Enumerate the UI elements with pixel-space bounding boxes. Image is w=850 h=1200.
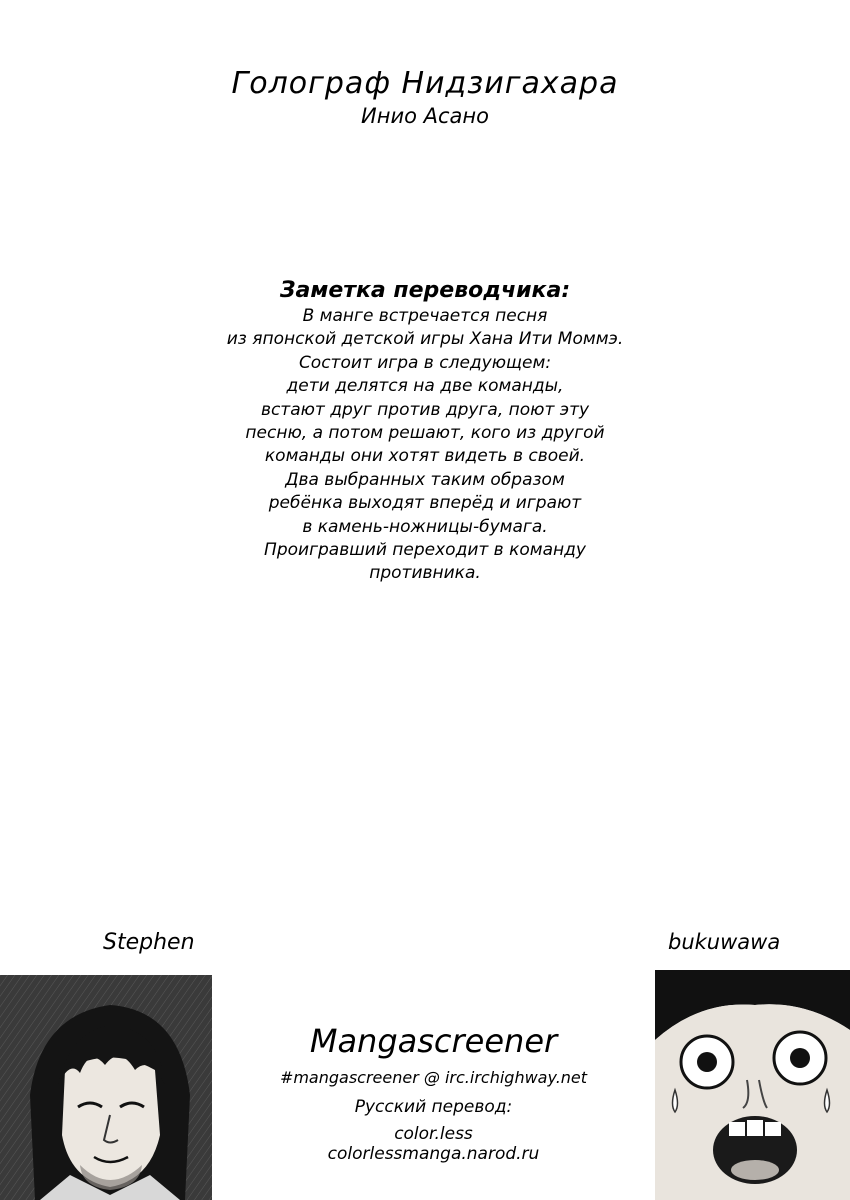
- scanlation-group-name: Mangascreener: [309, 1022, 558, 1060]
- translator-note-line: Состоит игра в следующем:: [298, 352, 552, 373]
- translator-note-line: из японской детской игры Хана Ити Моммэ.: [226, 329, 624, 350]
- translation-site: colorlessmanga.narod.ru: [327, 1144, 540, 1164]
- credit-name-stephen: Stephen: [103, 930, 195, 955]
- manga-author: Инио Асано: [361, 104, 489, 128]
- credit-name-bukuwawa: bukuwawa: [668, 930, 781, 954]
- translation-team: color.less: [394, 1124, 473, 1144]
- translator-note-line: встают друг против друга, поют эту: [260, 399, 590, 420]
- translator-note-line: команды они хотят видеть в своей.: [264, 446, 586, 467]
- translation-label: Русский перевод:: [354, 1097, 513, 1117]
- translator-note-line: В манге встречается песня: [302, 306, 548, 326]
- translator-note: [0, 278, 850, 586]
- bukuwawa-portrait: [655, 970, 850, 1200]
- translator-note-line: ребёнка выходят вперёд и играют: [268, 493, 582, 514]
- translator-note-line: противника.: [369, 563, 481, 584]
- translator-note-line: песню, а потом решают, кого из другой: [245, 423, 605, 444]
- stephen-portrait: [0, 975, 212, 1200]
- irc-channel: #mangascreener @ irc.irchighway.net: [279, 1068, 588, 1087]
- translator-note-line: Проигравший переходит в команду: [264, 540, 586, 561]
- translator-note-line: Два выбранных таким образом: [285, 469, 565, 490]
- manga-title: Голограф Нидзигахара: [231, 66, 619, 101]
- translator-note-heading: Заметка переводчика:: [279, 278, 571, 303]
- translator-note-line: дети делятся на две команды,: [286, 376, 564, 397]
- translator-note-line: в камень-ножницы-бумага.: [302, 516, 548, 537]
